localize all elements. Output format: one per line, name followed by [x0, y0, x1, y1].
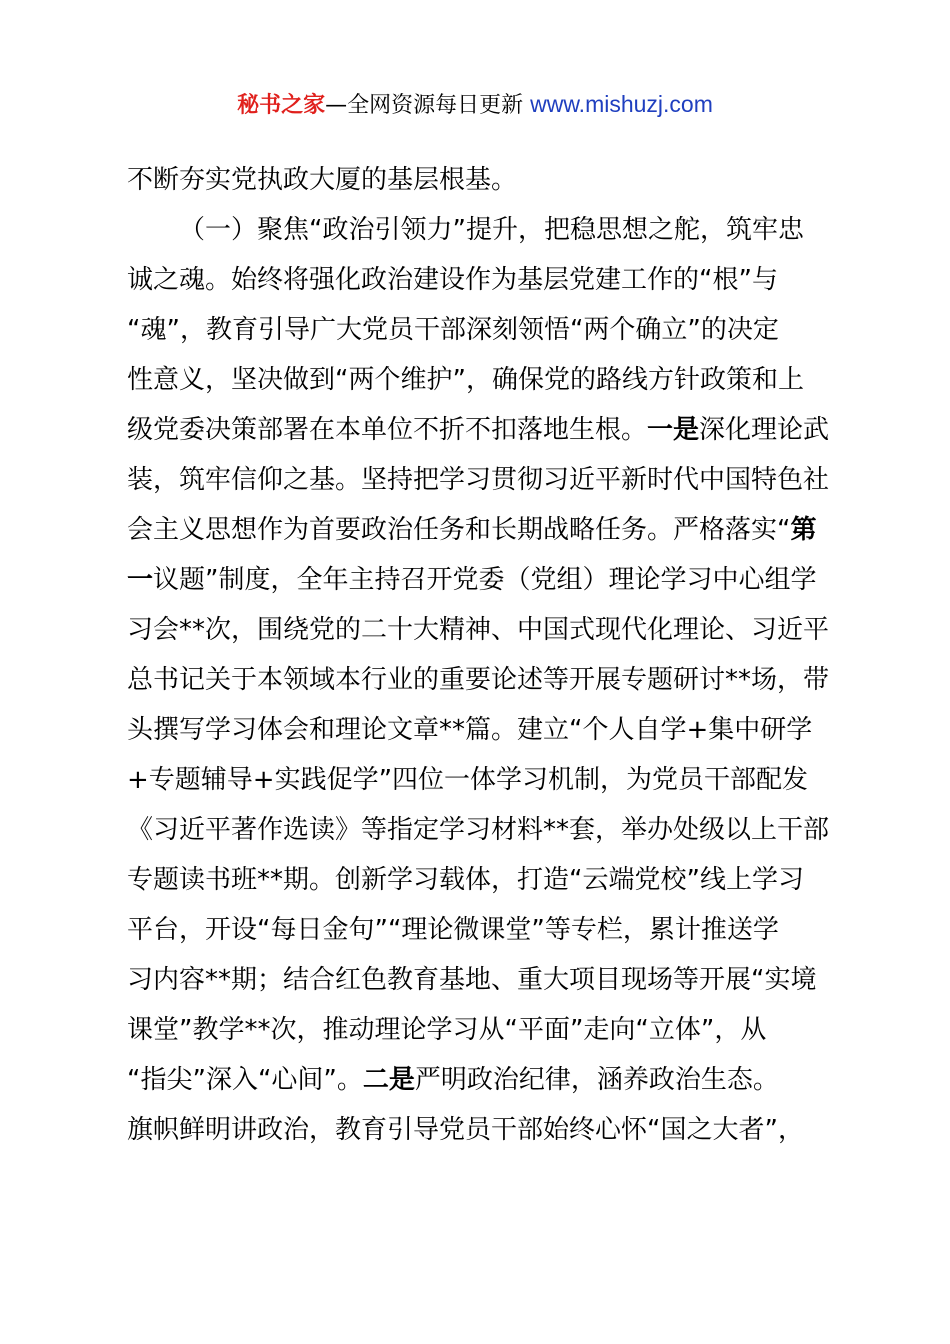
- text-segment: “指尖”深入“心间”。: [127, 1065, 363, 1095]
- text-line: [127, 205, 833, 255]
- text-segment: 习会**次，围绕党的二十大精神、中国式现代化理论、习近平: [127, 615, 830, 645]
- text-segment: 习内容**期；结合红色教育基地、重大项目现场等开展“实境: [127, 965, 817, 995]
- text-line: [127, 255, 833, 305]
- document-body: [127, 155, 833, 1155]
- site-url-link[interactable]: www.mishuzj.com: [530, 91, 713, 117]
- text-segment: 平台，开设“每日金句”“理论微课堂”等专栏，累计推送学: [127, 915, 779, 945]
- text-line: [127, 855, 833, 905]
- text-segment: 专题读书班**期。创新学习载体，打造“云端党校”线上学习: [127, 865, 804, 895]
- text-line: [127, 405, 833, 455]
- text-segment: 旗帜鲜明讲政治，教育引导党员干部始终心怀“国之大者”，: [127, 1115, 804, 1145]
- text-line: [127, 305, 833, 355]
- bold-text-segment: 一: [127, 565, 154, 595]
- text-line: [127, 755, 833, 805]
- text-line: [127, 705, 833, 755]
- text-segment: 会主义思想作为首要政治任务和长期战略任务。严格落实“: [127, 515, 791, 545]
- text-segment: 诚之魂。始终将强化政治建设作为基层党建工作的“根”与: [127, 265, 778, 295]
- text-line: [127, 555, 833, 605]
- site-header: [0, 88, 950, 122]
- text-line: [127, 905, 833, 955]
- text-segment: 头撰写学习体会和理论文章**篇。建立“个人自学+集中研学: [127, 715, 813, 745]
- text-segment: +专题辅导+实践促学”四位一体学习机制，为党员干部配发: [127, 765, 809, 795]
- text-segment: 严明政治纪律，涵养政治生态。: [414, 1065, 779, 1095]
- text-segment: 《习近平著作选读》等指定学习材料**套，举办处级以上干部: [127, 815, 830, 845]
- text-segment: 不断夯实党执政大厦的基层根基。: [127, 165, 518, 195]
- text-segment: 议题”制度，全年主持召开党委（党组）理论学习中心组学: [153, 565, 817, 595]
- text-line: [127, 1105, 833, 1155]
- text-line: [127, 955, 833, 1005]
- text-line: [127, 355, 833, 405]
- text-segment: “魂”，教育引导广大党员干部深刻领悟“两个确立”的决定: [127, 315, 779, 345]
- text-line: [127, 505, 833, 555]
- text-line: [127, 1055, 833, 1105]
- text-segment: （一）聚焦“政治引领力”提升，把稳思想之舵，筑牢忠: [179, 215, 804, 245]
- text-segment: 总书记关于本领域本行业的重要论述等开展专题研讨**场，带: [127, 665, 830, 695]
- text-segment: 装，筑牢信仰之基。坚持把学习贯彻习近平新时代中国特色社: [127, 465, 830, 495]
- text-line: [127, 605, 833, 655]
- text-line: [127, 455, 833, 505]
- header-slogan: —全网资源每日更新: [325, 93, 524, 118]
- text-segment: 性意义，坚决做到“两个维护”，确保党的路线方针政策和上: [127, 365, 804, 395]
- text-line: [127, 805, 833, 855]
- bold-text-segment: 二是: [362, 1065, 415, 1095]
- bold-text-segment: 第: [790, 515, 817, 545]
- text-line: [127, 655, 833, 705]
- text-line: [127, 1005, 833, 1055]
- text-segment: 课堂”教学**次，推动理论学习从“平面”走向“立体”，从: [127, 1015, 767, 1045]
- text-segment: 级党委决策部署在本单位不折不扣落地生根。: [127, 415, 648, 445]
- brand-name: 秘书之家: [237, 93, 326, 118]
- bold-text-segment: 一是: [647, 415, 700, 445]
- text-segment: 深化理论武: [699, 415, 830, 445]
- text-line: [127, 155, 833, 205]
